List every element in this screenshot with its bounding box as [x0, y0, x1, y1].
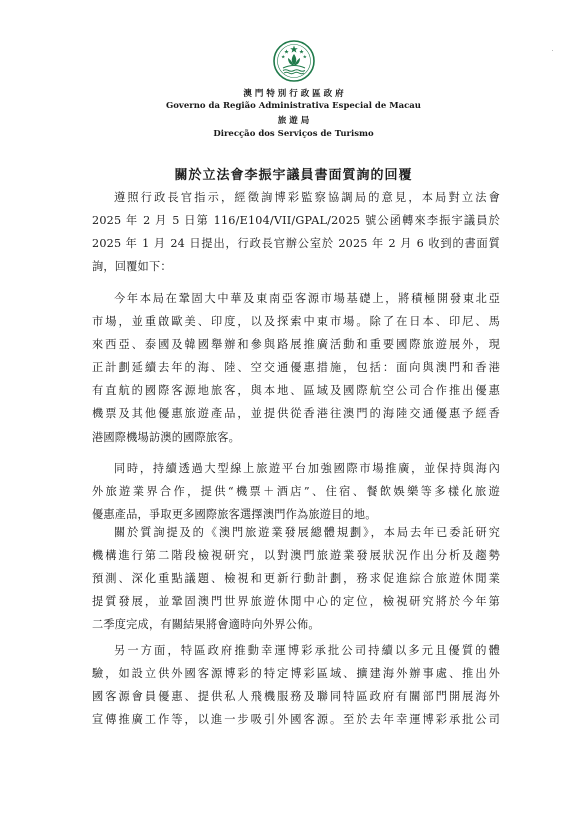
- paragraph-line: 詢，回覆如下：: [92, 260, 172, 274]
- paragraph-line: 機票及其他優惠旅遊產品，並提供從香港往澳門的海陸交通優惠予經香: [92, 407, 500, 421]
- paragraph-line: 關於質詢提及的《澳門旅遊業發展總體規劃》，本局去年已委託研究: [114, 526, 500, 539]
- paragraph-line: 正計劃延續去年的海、陸、空交通優惠措施，包括：面向與澳門和香港: [92, 361, 500, 375]
- paragraph-intro: [92, 186, 500, 278]
- paragraph-line: 今年本局在鞏固大中華及東南亞客源市場基礎上，將積極開發東北亞: [114, 292, 500, 305]
- paragraph-master-plan: [92, 521, 500, 636]
- paragraph-line: 預測、深化重點議題、檢視和更新行動計劃，務求促進綜合旅遊休閒業: [92, 572, 500, 586]
- paragraph-line: 提質發展，並鞏固澳門世界旅遊休閒中心的定位，檢視研究將於今年第: [92, 595, 500, 609]
- paragraph-line: 外旅遊業界合作，提供“機票＋酒店”、住宿、餐飲娛樂等多樣化旅遊: [92, 485, 500, 499]
- paragraph-line: 2025 年 2 月 5 日第 116/E104/VII/GPAL/2025 號公函轉來李振宇議員於: [92, 214, 500, 228]
- document-title: 關於立法會李振宇議員書面質詢的回覆: [174, 168, 413, 183]
- header-department-zh: 旅 遊 局: [277, 116, 310, 126]
- paragraph-line: 另一方面，特區政府推動幸運博彩承批公司持續以多元且優質的體: [114, 644, 500, 657]
- paragraph-line: 驗，如設立供外國客源博彩的特定博彩區域、擴建海外辦事處、推出外: [92, 667, 500, 681]
- paragraph-line: 機構進行第二階段檢視研究，以對澳門旅遊業發展狀況作出分析及趨勢: [92, 549, 500, 563]
- header-department-pt: Direcção dos Serviços de Turismo: [213, 129, 374, 139]
- paragraph-line: 同時，持續透過大型線上旅遊平台加強國際市場推廣，並保持與海內: [114, 462, 500, 475]
- paragraph-online-promotion: [92, 457, 500, 526]
- paragraph-line: 二季度完成，有關結果將會適時向外界公佈。: [92, 618, 320, 632]
- paragraph-line: 優惠產品，爭取更多國際旅客選擇澳門作為旅遊目的地。: [92, 508, 377, 522]
- paragraph-gaming-concessionaires: [92, 639, 500, 731]
- paragraph-line: 市場，並重啟歐美、印度，以及探索中東市場。除了在日本、印尼、馬: [92, 315, 500, 329]
- paragraph-line: 國客源會員優惠、提供私人飛機服務及聯同特區政府有關部門開展海外: [92, 690, 500, 704]
- paragraph-line: 有直航的國際客源地旅客，與本地、區域及國際航空公司合作推出優惠: [92, 384, 500, 398]
- paragraph-markets: [92, 287, 500, 449]
- paragraph-line: 遵照行政長官指示，經徵詢博彩監察協調局的意見，本局對立法會: [114, 191, 500, 204]
- header-government-zh: 澳 門 特 別 行 政 區 政 府: [243, 89, 344, 99]
- paragraph-line: 港國際機場訪澳的國際旅客。: [92, 430, 241, 444]
- header-government-pt: Governo da Região Administrativa Especial de Macau: [166, 101, 421, 111]
- scan-speck: [552, 50, 553, 51]
- paragraph-line: 來西亞、泰國及韓國舉辦和參與路展推廣活動和重要國際旅遊展外，現: [92, 338, 500, 352]
- paragraph-line: 2025 年 1 月 24 日提出，行政長官辦公室於 2025 年 2 月 6 收到的書面質: [92, 237, 500, 251]
- paragraph-line: 宣傳推廣工作等，以進一步吸引外國客源。至於去年幸運博彩承批公司: [92, 713, 500, 727]
- macau-sar-emblem-icon: [273, 40, 315, 82]
